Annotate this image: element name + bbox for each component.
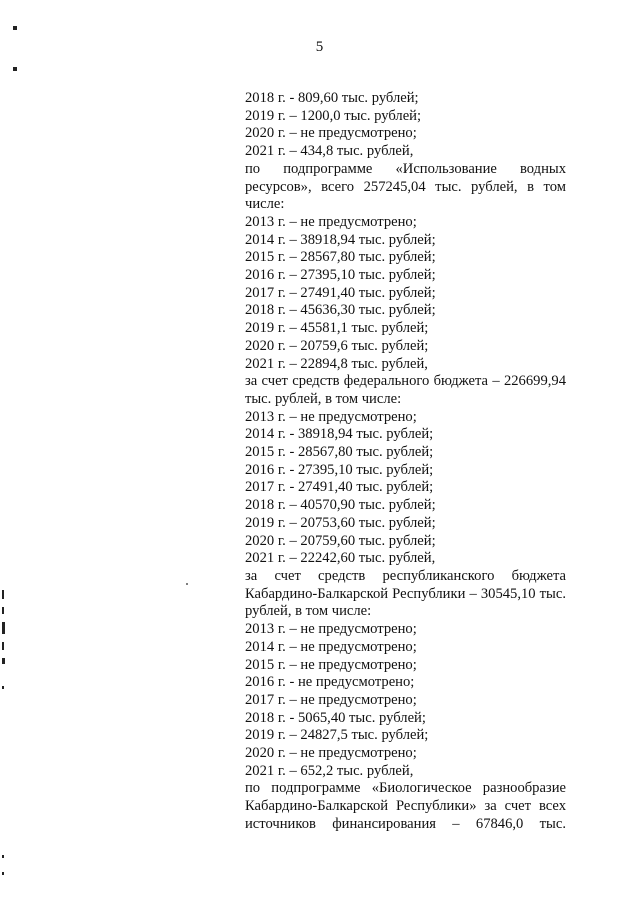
text-line: 2021 г. – 434,8 тыс. рублей, <box>245 143 414 160</box>
text-line: 2019 г. – 24827,5 тыс. рублей; <box>245 727 429 744</box>
text-line: 2021 г. – 22894,8 тыс. рублей, <box>245 355 428 372</box>
text-line: 2013 г. – не предусмотрено; <box>245 621 417 638</box>
text-line: 2021 г. – 652,2 тыс. рублей, <box>245 762 414 779</box>
scan-mark <box>2 642 4 650</box>
scan-speck <box>186 583 188 585</box>
text-line: 2018 г. – 40570,90 тыс. рублей; <box>245 497 436 514</box>
text-line: 2014 г. - 38918,94 тыс. рублей; <box>245 426 434 443</box>
text-line: 2014 г. – 38918,94 тыс. рублей; <box>245 231 436 248</box>
text-line: 2013 г. – не предусмотрено; <box>245 213 417 230</box>
text-line: 2019 г. – 45581,1 тыс. рублей; <box>245 320 429 337</box>
text-line: 2017 г. – 27491,40 тыс. рублей; <box>245 284 436 301</box>
scan-mark <box>2 622 5 634</box>
paragraph-federal-budget: за счет средств федерального бюджета – 226699,94 тыс. рублей, в том числе: <box>245 373 566 407</box>
scan-mark <box>2 855 4 858</box>
scan-mark <box>2 872 4 875</box>
scan-mark <box>2 590 4 599</box>
scan-mark <box>2 686 4 689</box>
text-line: 2016 г. - не предусмотрено; <box>245 674 415 691</box>
scan-mark <box>2 658 5 664</box>
text-line: 2020 г. – 20759,60 тыс. рублей; <box>245 532 436 549</box>
text-line: 2015 г. – 28567,80 тыс. рублей; <box>245 249 436 266</box>
main-text <box>245 90 566 834</box>
text-line: 2016 г. - 27395,10 тыс. рублей; <box>245 461 434 478</box>
text-line: 2017 г. - 27491,40 тыс. рублей; <box>245 479 434 496</box>
text-line: 2020 г. – 20759,6 тыс. рублей; <box>245 337 429 354</box>
text-line: 2013 г. – не предусмотрено; <box>245 408 417 425</box>
text-line: 2020 г. – не предусмотрено; <box>245 125 417 142</box>
text-line: 2021 г. – 22242,60 тыс. рублей, <box>245 550 436 567</box>
text-line: 2018 г. - 809,60 тыс. рублей; <box>245 90 419 106</box>
paragraph-biodiversity: по подпрограмме «Биологическое разнообразие Кабардино-Балкарской Республики» за счет всех источников финансирования – 67846,0 тыс. <box>245 780 566 832</box>
paragraph-republic-budget: за счет средств республиканского бюджета Кабардино-Балкарской Республики – 30545,10 тыс. рублей, в том числе: <box>245 567 566 620</box>
text-line: 2018 г. – 45636,30 тыс. рублей; <box>245 302 436 319</box>
text-line: 2019 г. – 20753,60 тыс. рублей; <box>245 514 436 531</box>
text-line: 2014 г. – не предусмотрено; <box>245 638 417 655</box>
text-line: 2015 г. – не предусмотрено; <box>245 656 417 673</box>
text-line: 2019 г. – 1200,0 тыс. рублей; <box>245 107 422 124</box>
text-line: 2016 г. – 27395,10 тыс. рублей; <box>245 267 436 284</box>
page-number: 5 <box>315 39 324 55</box>
scan-mark <box>2 607 4 614</box>
scan-mark <box>13 67 17 71</box>
text-line: 2017 г. – не предусмотрено; <box>245 691 417 708</box>
text-line: 2015 г. - 28567,80 тыс. рублей; <box>245 444 434 461</box>
text-line: 2020 г. – не предусмотрено; <box>245 745 417 762</box>
text-line: 2018 г. - 5065,40 тыс. рублей; <box>245 709 426 726</box>
scan-mark <box>13 26 17 30</box>
paragraph-water-resources: по подпрограмме «Использование водных ресурсов», всего 257245,04 тыс. рублей, в том числе: <box>245 160 566 213</box>
